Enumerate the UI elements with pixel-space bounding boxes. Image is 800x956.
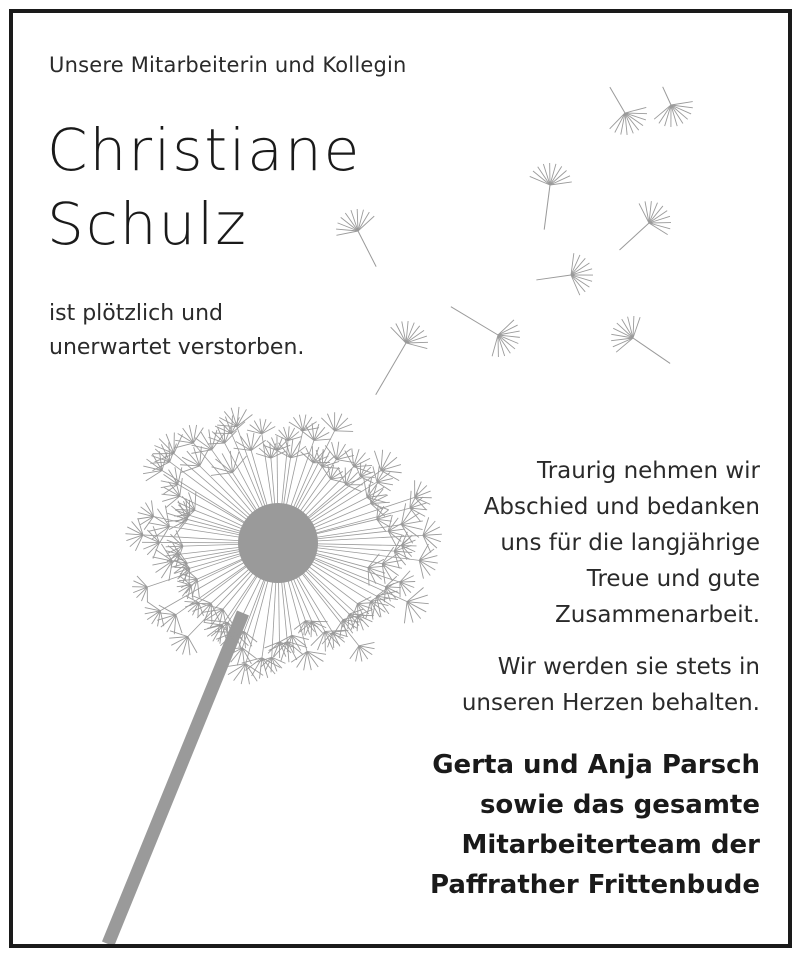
last-name: Schulz [47,190,248,258]
intro-line: Unsere Mitarbeiterin und Kollegin [49,53,407,77]
subtitle [49,297,304,365]
message-line: Zusammenarbeit. [555,602,760,628]
message-line: Traurig nehmen wir [537,458,760,484]
obituary-frame [9,9,792,948]
signer-line: sowie das gesamte [479,790,760,820]
message-line: Wir werden sie stets in [497,654,760,680]
signer-line: Gerta und Anja Parsch [432,750,760,780]
farewell-message [484,453,760,633]
signer-line: Mitarbeiterteam der [461,830,760,860]
first-name: Christiane [47,116,362,184]
signer-line: Paffrather Frittenbude [430,870,760,900]
message-line: Abschied und bedanken [483,494,760,520]
subtitle-line: ist plötzlich und [49,301,224,326]
signers [430,745,760,905]
deceased-name [47,113,361,261]
message-line: unseren Herzen behalten. [461,690,760,716]
message-line: Treue und gute [586,566,760,592]
subtitle-line: unerwartet verstorben. [49,335,305,360]
message-line: uns für die langjährige [500,530,760,556]
remembrance-message [462,649,760,721]
